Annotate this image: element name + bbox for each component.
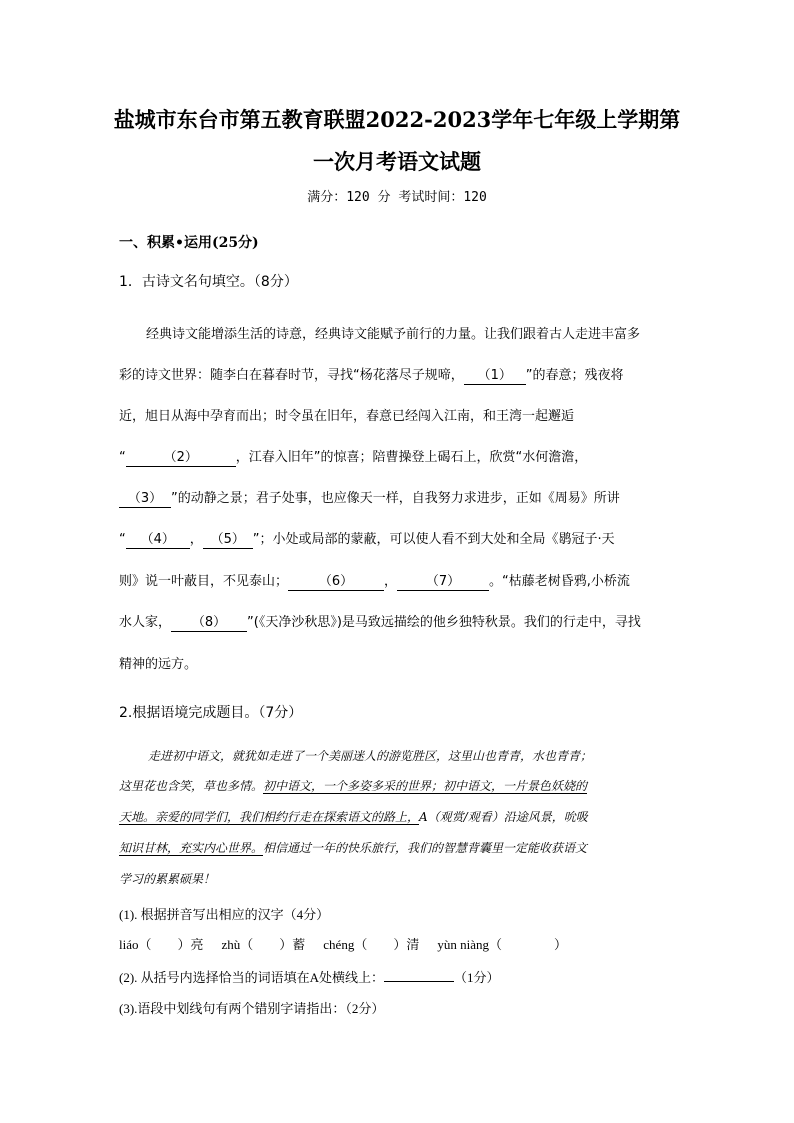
answer-blank-a[interactable] [384,981,454,982]
exam-info: 满分：120 分 考试时间：120 [307,190,487,205]
passage-line: 学习的累累硕果！ [119,872,216,886]
passage-line: “ （4） ， （5） ”；小处或局部的蒙蔽，可以使人看不到大处和全局《鹖冠子·天 [119,532,615,547]
passage-line: 水人家， （8） ”(《天净沙秋思》)是马致远描绘的他乡独特秋景。我们的行走中，寻找 [119,615,641,630]
title-line-2: 一次月考语文试题 [313,149,481,174]
blank-6[interactable]: （6） [288,574,384,591]
blank-4[interactable]: （4） [126,532,190,549]
question-2-title: 2.根据语境完成题目。（7分） [119,705,303,721]
sub-question-3: (3).语段中划线句有两个错别字请指出：（2分） [119,1001,385,1016]
blank-1[interactable]: （1） [464,368,526,385]
passage-line: 走进初中语文，就犹如走进了一个美丽迷人的游览胜区，这里山也青青，水也青青； [148,749,593,763]
passage-line: 经典诗文能增添生活的诗意，经典诗文能赋予前行的力量。让我们跟着古人走进丰富多 [146,327,641,342]
sub-question-2: (2). 从括号内选择恰当的词语填在A处横线上： （1分） [119,970,500,985]
title-line-1: 盐城市东台市第五教育联盟2022-2023学年七年级上学期第 [113,107,681,132]
blank-8[interactable]: （8） [171,615,247,632]
blank-3[interactable]: （3） [119,491,171,508]
passage-line: 知识甘林，充实内心世界。相信通过一年的快乐旅行，我们的智慧背囊里一定能收获语文 [119,841,588,855]
passage-line: 天地。亲爱的同学们，我们相约行走在探索语文的路上，A（观赏/观看）沿途风景，吮吸 [119,810,588,824]
passage-line: 近，旭日从海中孕育而出；时令虽在旧年，春意已经闯入江南，和王湾一起邂逅 [119,409,575,424]
passage-line: 精神的远方。 [119,657,198,672]
passage-line: 则》说一叶蔽目，不见泰山； （6） ， （7） 。“枯藤老树昏鸦,小桥流 [119,574,630,589]
section-heading: 一、积累•运用(25分) [119,235,259,251]
question-1-title: 1．古诗文名句填空。（8分） [119,274,298,290]
passage-line: （3） ”的动静之景；君子处事，也应像天一样，自我努力求进步，正如《周易》所讲 [119,487,620,508]
pinyin-row: liáo（ ）亮 zhù（ ）蓄 chéng（ ）清 yùn niàng（ ） [119,937,567,952]
blank-5[interactable]: （5） [203,532,253,549]
passage-line: “ （2） ，江春入旧年”的惊喜；陪曹操登上碣石上，欣赏“水何澹澹， [119,450,588,465]
sub-question-1: (1). 根据拼音写出相应的汉字（4分） [119,907,330,922]
passage-line: 这里花也含笑，草也多情。初中语文，一个多姿多采的世界；初中语文，一片景色妖娆的 [119,779,588,793]
passage-line: 彩的诗文世界：随李白在暮春时节，寻找“杨花落尽子规啼， （1） ”的春意；残夜将 [119,368,624,383]
blank-7[interactable]: （7） [397,574,489,591]
blank-2[interactable]: （2） [126,450,236,467]
